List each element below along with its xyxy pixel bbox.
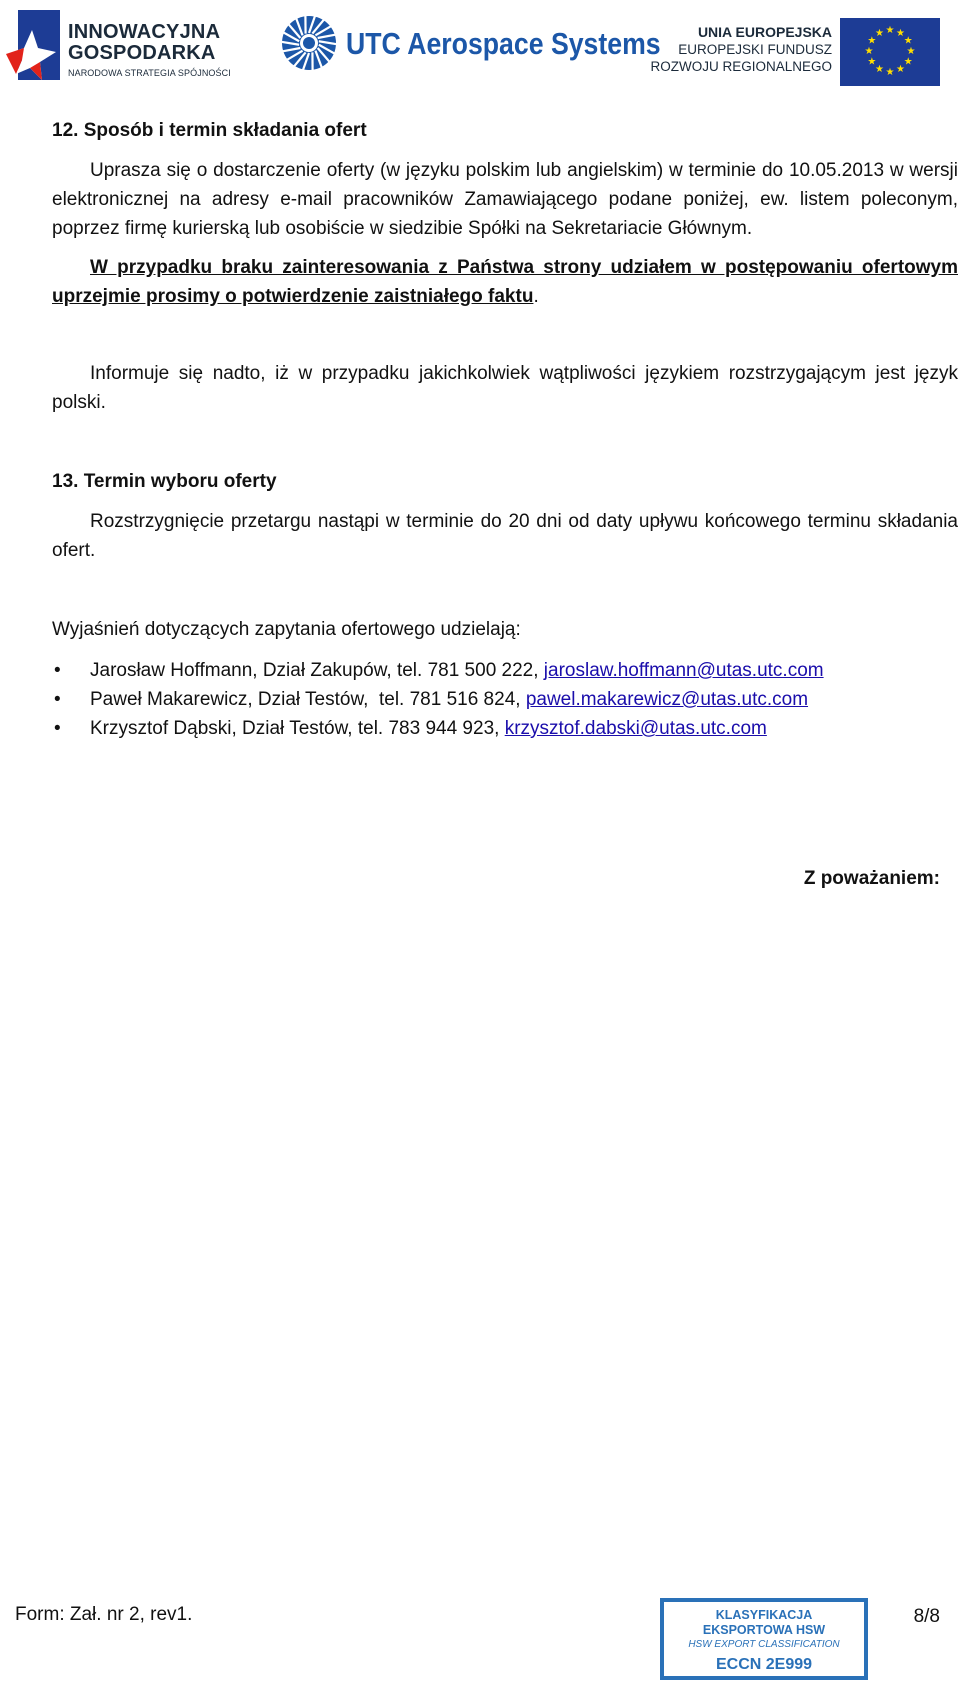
contact-email-link[interactable]: krzysztof.dabski@utas.utc.com: [504, 718, 767, 739]
list-item: [52, 685, 952, 714]
export-classification-box: [660, 1598, 868, 1680]
classification-code: ECCN 2E999: [715, 1656, 813, 1673]
section-12-paragraph-2: [52, 253, 958, 311]
logo-subtitle: NARODOWA STRATEGIA SPÓJNOŚCI: [68, 68, 231, 78]
svg-text:★: ★: [896, 27, 905, 39]
svg-text:★: ★: [875, 27, 884, 39]
svg-text:★: ★: [885, 25, 895, 36]
bullet-icon: •: [54, 660, 61, 681]
eu-fund-logo: [650, 16, 940, 86]
utc-logo-text: UTC Aerospace Systems: [346, 26, 661, 61]
svg-text:★: ★: [906, 46, 916, 57]
eu-line2: EUROPEJSKI FUNDUSZ: [678, 42, 832, 57]
contacts-list: [52, 656, 952, 743]
svg-text:★: ★: [867, 56, 877, 68]
contact-email-link[interactable]: jaroslaw.hoffmann@utas.utc.com: [543, 660, 824, 681]
eu-line3: ROZWOJU REGIONALNEGO: [650, 59, 832, 74]
classification-line1: KLASYFIKACJA: [715, 1608, 813, 1622]
svg-text:★: ★: [885, 67, 895, 78]
innowacyjna-star-icon: [4, 8, 64, 84]
section-12-paragraph-1: Uprasza się o dostarczenie oferty (w języku polskim lub angielskim) w terminie do 10.05.2013 w wersji elektronicznej na adresy e-mail pracowników Zamawiającego podane poniżej, ew. listem poleconym, poprzez firmę kurierską lub osobiście w siedzibie Spółki na Sekretariacie Głównym.: [52, 160, 958, 239]
innowacyjna-gospodarka-logo: [4, 8, 234, 84]
form-label: Form: Zał. nr 2, rev1.: [15, 1604, 193, 1625]
utc-aerospace-logo: [280, 14, 660, 74]
section-13-heading: 13. Termin wyboru oferty: [52, 471, 277, 492]
list-item: [52, 714, 952, 743]
eu-flag-icon: [840, 18, 940, 86]
contact-text: Jarosław Hoffmann, Dział Zakupów, tel. 781 500 222,: [90, 660, 544, 681]
logo-title-line2: GOSPODARKA: [68, 42, 216, 64]
logo-title-line1: INNOWACYJNA: [68, 21, 221, 43]
closing-signature: Z poważaniem:: [803, 868, 940, 889]
section-12-paragraph-3: Informuje się nadto, iż w przypadku jakichkolwiek wątpliwości językiem rozstrzygającym jest język polski.: [52, 363, 958, 413]
svg-text:★: ★: [864, 46, 874, 57]
bullet-icon: •: [54, 718, 61, 739]
eu-line1: UNIA EUROPEJSKA: [697, 24, 832, 40]
contact-text: Krzysztof Dąbski, Dział Testów, tel. 783 944 923,: [90, 718, 505, 739]
svg-text:★: ★: [896, 64, 905, 76]
section-13-paragraph-1: Rozstrzygnięcie przetargu nastąpi w terminie do 20 dni od daty upływu końcowego terminu składania ofert.: [52, 511, 958, 561]
classification-line2: EKSPORTOWA HSW: [702, 1623, 826, 1637]
contact-email-link[interactable]: pawel.makarewicz@utas.utc.com: [525, 689, 809, 710]
svg-text:★: ★: [875, 64, 884, 76]
section-12-notice-end: .: [533, 286, 539, 307]
classification-line3: HSW EXPORT CLASSIFICATION: [688, 1639, 840, 1650]
contact-text: Paweł Makarewicz, Dział Testów, tel. 781 516 824,: [90, 689, 526, 710]
svg-text:★: ★: [867, 35, 877, 47]
section-12-heading: 12. Sposób i termin składania ofert: [52, 120, 367, 141]
svg-text:★: ★: [903, 56, 913, 68]
section-12-notice: W przypadku braku zainteresowania z Państwa strony udziałem w postępowaniu ofertowym uprzejmie prosimy o potwierdzenie zaistniałego faktu: [52, 257, 958, 307]
utc-turbine-icon: [280, 14, 338, 72]
svg-text:★: ★: [903, 35, 913, 47]
page-number: 8/8: [913, 1606, 940, 1627]
list-item: [52, 656, 952, 685]
bullet-icon: •: [54, 689, 61, 710]
contacts-intro: Wyjaśnień dotyczących zapytania ofertowego udzielają:: [52, 619, 521, 640]
